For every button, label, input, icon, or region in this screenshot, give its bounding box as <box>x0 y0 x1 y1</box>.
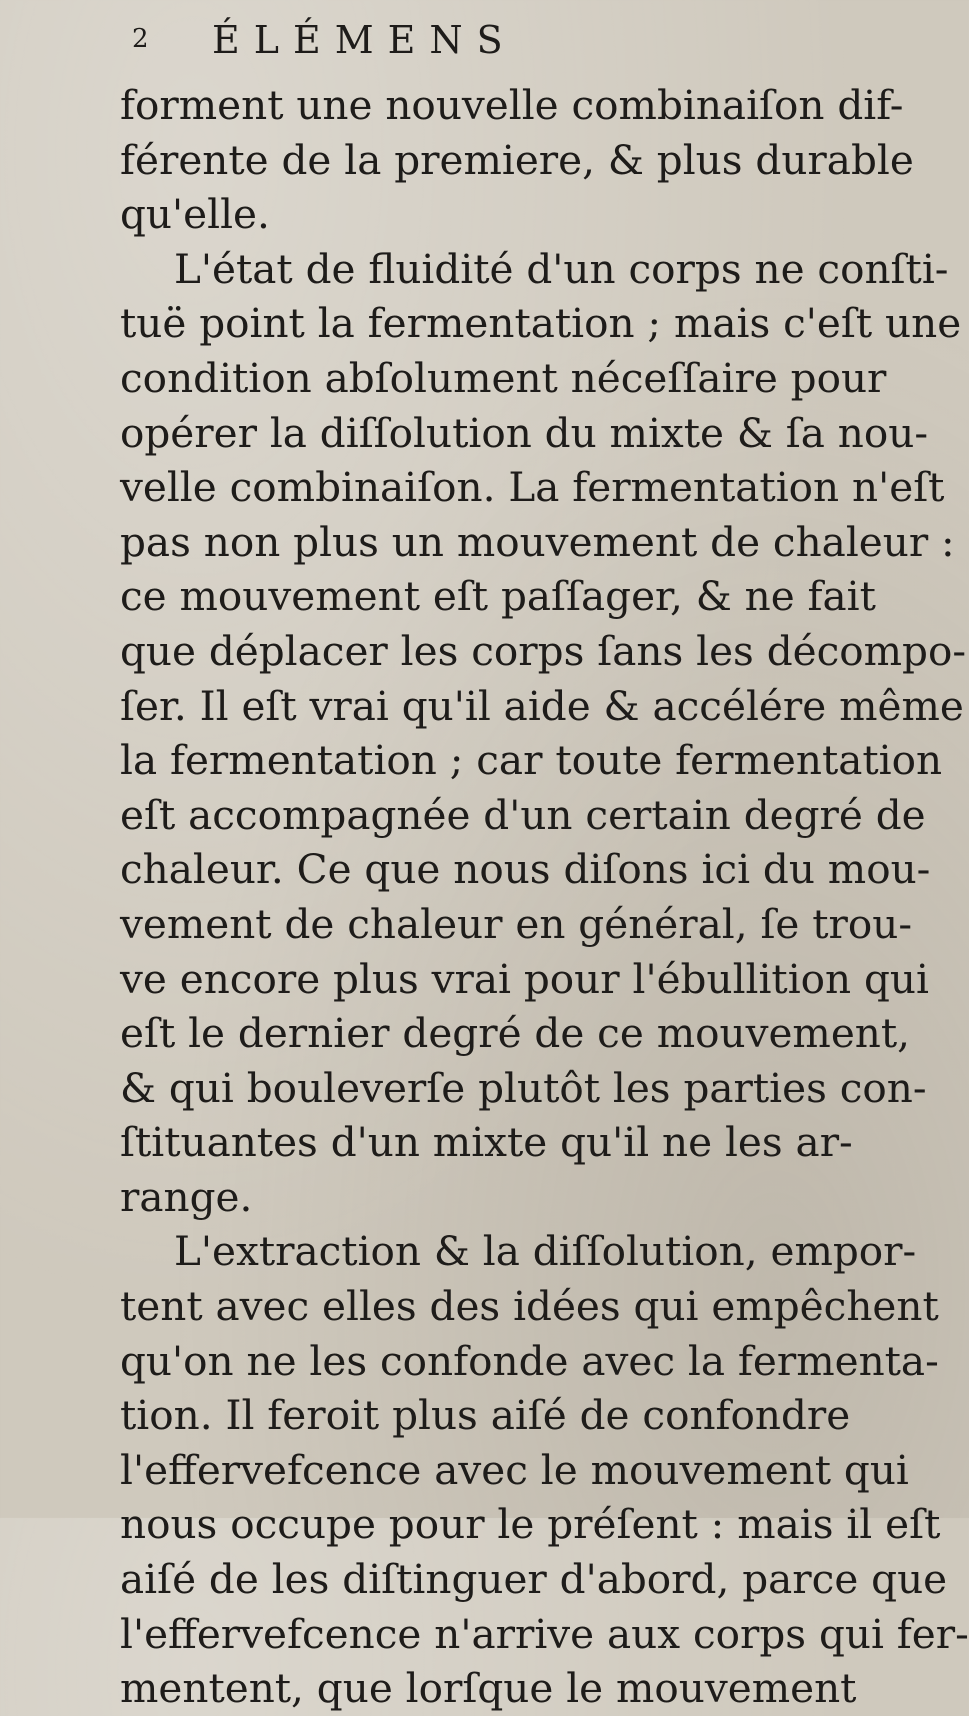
text-line: tuë point la fermentation ; mais c'eſt une <box>120 299 962 348</box>
text-line: l'effervefcence avec le mouvement qui <box>120 1445 909 1494</box>
text-line: chaleur. Ce que nous diſons ici du mou- <box>120 845 931 894</box>
running-head <box>132 14 692 70</box>
text-line: tent avec elles des idées qui empêchent <box>120 1282 939 1331</box>
text-line: eſt accompagnée d'un certain degré de <box>120 790 926 839</box>
text-line: aiſé de les diſtinguer d'abord, parce que <box>120 1555 948 1604</box>
text-line: qu'elle. <box>120 190 270 239</box>
text-line: que déplacer les corps ſans les décompo- <box>120 626 967 675</box>
text-line: pas non plus un mouvement de chaleur : <box>120 517 955 566</box>
page-number: 2 <box>132 24 150 54</box>
text-line: forment une nouvelle combinaiſon dif- <box>120 81 904 129</box>
text-line: férente de la premiere, & plus durable <box>120 135 914 184</box>
text-line: opérer la diſſolution du mixte & ſa nou- <box>120 408 929 457</box>
text-line: & qui bouleverſe plutôt les parties con- <box>120 1063 927 1112</box>
text-line: ſer. Il eſt vrai qu'il aide & accélére même <box>120 681 964 730</box>
paragraph-start-line: L'état de fluidité d'un corps ne conſti- <box>174 244 949 293</box>
text-line: velle combinaiſon. La fermentation n'eſt <box>120 463 945 512</box>
text-line: condition abſolument néceſſaire pour <box>120 353 887 402</box>
text-line: ce mouvement eſt paſſager, & ne fait <box>120 572 876 621</box>
text-line: eſt le dernier degré de ce mouvement, <box>120 1009 911 1058</box>
text-line: qu'on ne les confonde avec la fermenta- <box>120 1336 939 1385</box>
text-line: tion. Il feroit plus aiſé de confondre <box>120 1391 851 1440</box>
text-line: vement de chaleur en général, ſe trou- <box>120 899 913 948</box>
text-line: range. <box>120 1172 253 1221</box>
text-line: ve encore plus vrai pour l'ébullition qui <box>120 954 929 1003</box>
text-line: nous occupe pour le préſent : mais il eſt <box>120 1500 941 1549</box>
body-text <box>120 78 969 1716</box>
text-line: ſtituantes d'un mixte qu'il ne les ar- <box>120 1118 853 1167</box>
text-line: la fermentation ; car toute fermentation <box>120 736 943 785</box>
running-title: ÉLÉMENS <box>212 18 517 62</box>
text-line: l'effervefcence n'arrive aux corps qui fer- <box>120 1609 969 1658</box>
paragraph-start-line: L'extraction & la diſſolution, empor- <box>174 1227 917 1276</box>
text-line: mentent, que lorſque le mouvement <box>120 1664 857 1713</box>
